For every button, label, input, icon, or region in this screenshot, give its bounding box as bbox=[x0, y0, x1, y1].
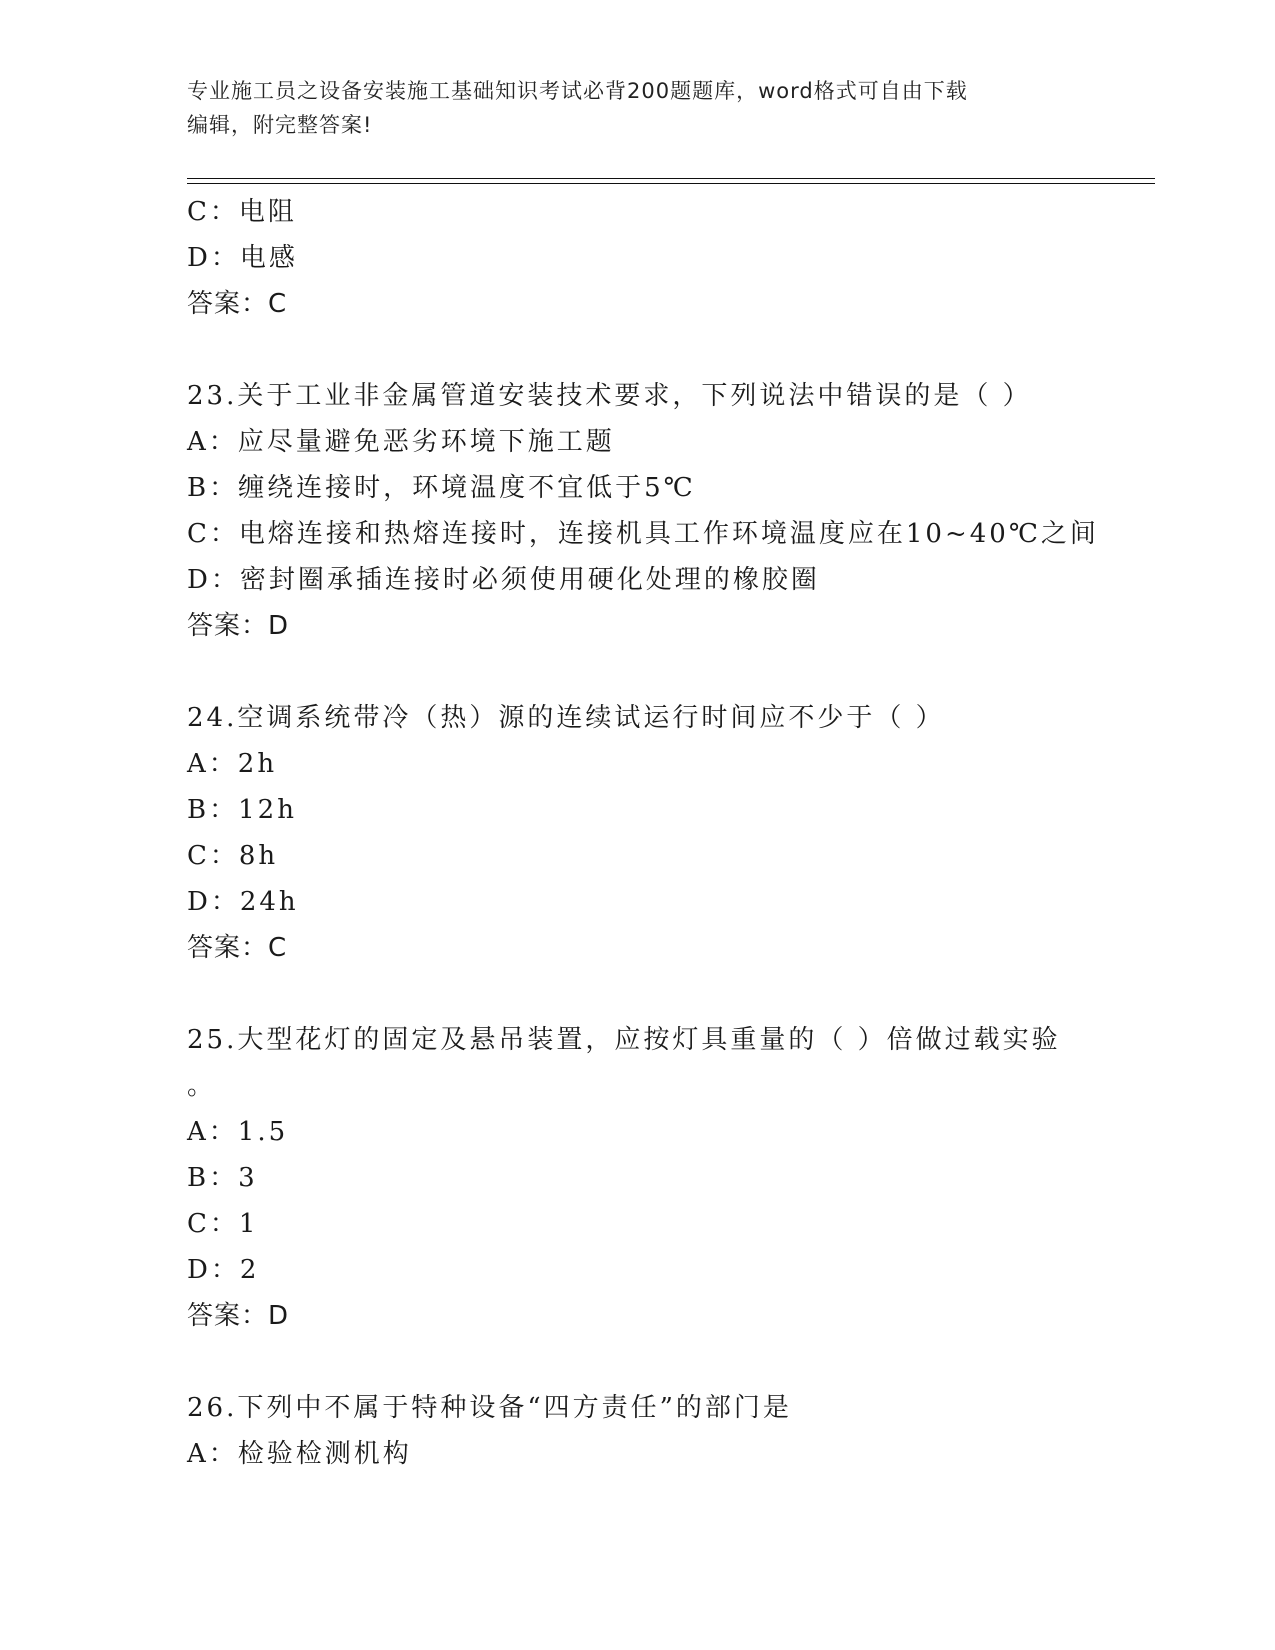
option-b: B：3 bbox=[187, 1163, 258, 1193]
question-text: 24.空调系统带冷（热）源的连续试运行时间应不少于（ ） bbox=[187, 703, 945, 733]
question-text: 25.大型花灯的固定及悬吊装置，应按灯具重量的（ ）倍做过载实验 bbox=[187, 1025, 1061, 1055]
question-26 bbox=[187, 1385, 1087, 1477]
document-header bbox=[187, 74, 1077, 142]
option-a: A：应尽量避免恶劣环境下施工题 bbox=[187, 427, 615, 457]
option-b: B：12h bbox=[187, 795, 297, 825]
header-line-2: 编辑，附完整答案! bbox=[187, 113, 373, 137]
spacer bbox=[187, 649, 1087, 695]
option-c: C：8h bbox=[187, 841, 279, 871]
spacer bbox=[187, 327, 1087, 373]
option-c: C：1 bbox=[187, 1209, 259, 1239]
question-23 bbox=[187, 373, 1099, 649]
question-list bbox=[187, 189, 1099, 1477]
question-25 bbox=[187, 1017, 1087, 1339]
answer: 答案：C bbox=[187, 933, 288, 963]
header-divider-bottom bbox=[187, 183, 1155, 184]
option-d: D：密封圈承插连接时必须使用硬化处理的橡胶圈 bbox=[187, 565, 820, 595]
option-a: A：2h bbox=[187, 749, 278, 779]
option-a: A：1.5 bbox=[187, 1117, 289, 1147]
header-divider-top bbox=[187, 178, 1155, 179]
option-c: C：电熔连接和热熔连接时，连接机具工作环境温度应在10~40℃之间 bbox=[187, 519, 1099, 549]
header-line-1: 专业施工员之设备安装施工基础知识考试必背200题题库，word格式可自由下载 bbox=[187, 79, 968, 103]
spacer bbox=[187, 971, 1087, 1017]
question-text-continued: 。 bbox=[187, 1071, 217, 1101]
option-a: A：检验检测机构 bbox=[187, 1439, 412, 1469]
option-d: D：2 bbox=[187, 1255, 260, 1285]
question-22-tail bbox=[187, 189, 1087, 327]
option-c: C：电阻 bbox=[187, 197, 297, 227]
question-text: 23.关于工业非金属管道安装技术要求，下列说法中错误的是（ ） bbox=[187, 381, 1032, 411]
option-d: D：电感 bbox=[187, 243, 298, 273]
question-24 bbox=[187, 695, 1087, 971]
option-d: D：24h bbox=[187, 887, 299, 917]
answer: 答案：D bbox=[187, 611, 290, 641]
spacer bbox=[187, 1339, 1087, 1385]
question-text: 26.下列中不属于特种设备“四方责任”的部门是 bbox=[187, 1393, 792, 1423]
answer: 答案：D bbox=[187, 1301, 290, 1331]
answer: 答案：C bbox=[187, 289, 288, 319]
option-b: B：缠绕连接时，环境温度不宜低于5℃ bbox=[187, 473, 696, 503]
